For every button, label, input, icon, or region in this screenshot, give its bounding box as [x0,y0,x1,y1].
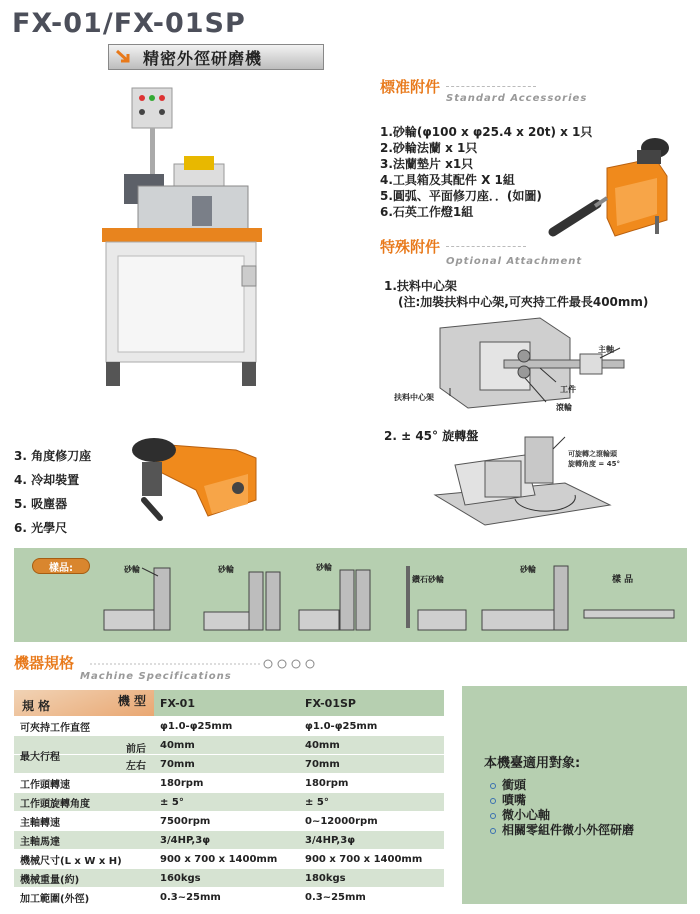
label-steady-rest: 扶料中心架 [394,393,434,402]
list-item: 5. 吸塵器 [14,497,68,511]
optional-title: 特殊附件 [380,238,441,256]
sample-label: 樣 品 [612,575,634,585]
rotary-note-2: 旋轉角度 = 45° [568,460,620,468]
list-item: 4. 冷却裝置 [14,473,80,487]
optional-subtitle-en: Optional Attachment [446,256,583,267]
table-row: 工作頭旋轉角度 ± 5° ± 5° [14,793,444,812]
bullet-icon [490,813,496,819]
table-row: 最大行程 前后 40mm 40mm [14,736,444,755]
optional-item-1-note: (注:加裝扶料中心架,可夾持工件最長400mm) [398,295,649,309]
sample-label: 砂輪 [218,565,234,574]
header-spec-label: 規 格 [22,699,51,713]
page-subtitle: 精密外徑研磨機 [143,48,263,68]
bullet-icon [490,783,496,789]
sample-label: 鑽石砂輪 [412,575,444,584]
table-header-row [14,690,444,717]
standard-title: 標准附件 [380,78,441,96]
header-model-label: 機 型 [117,694,146,708]
suitability-list [490,778,634,838]
table-row: 主軸轉速 7500rpm 0~12000rpm [14,812,444,831]
list-item: 衝頭 [490,778,634,793]
header-model-1: FX-01 [154,690,299,717]
list-item: 2.砂輪法蘭 x 1只 [380,141,478,155]
list-item: 6.石英工作燈1組 [380,205,474,219]
standard-divider [446,86,536,87]
list-item: 3.法蘭墊片 x1只 [380,157,474,171]
table-corner [14,690,154,716]
table-row: 主軸馬達 3/4HP,3φ 3/4HP,3φ [14,831,444,850]
optional-item-1 [384,278,648,310]
angle-dresser-photo [126,430,261,530]
rotary-table-diagram [425,425,615,535]
subtitle-bar [108,44,324,70]
steady-rest-diagram [420,308,650,418]
optional-divider [446,246,526,247]
specs-subtitle-en: Machine Specifications [80,671,232,682]
table-row: 加工範圍(外徑) 0.3~25mm 0.3~25mm [14,888,444,907]
table-row: 可夾持工作直徑 φ1.0-φ25mm φ1.0-φ25mm [14,717,444,736]
specs-table [14,690,444,907]
samples-tag: 樣品: [32,558,90,574]
specs-divider [90,658,320,670]
list-item: 6. 光學尺 [14,521,68,535]
bullet-icon [490,798,496,804]
list-item: 1.砂輪(φ100 x φ25.4 x 20t) x 1只 [380,125,593,139]
label-roller: 滾輪 [556,403,572,412]
label-workpiece: 工件 [560,385,576,394]
list-item: 相關零組件微小外徑研磨 [490,823,634,838]
label-spindle: 主軸 [598,345,614,354]
list-item: 5.圓弧、平面修刀座．．(如圖) [380,189,542,203]
sample-label: 砂輪 [520,565,536,574]
rotary-note-1: 可旋轉之滾輪頭 [568,450,617,458]
specs-title: 機器規格 [14,654,75,672]
table-row: 工作頭轉速 180rpm 180rpm [14,774,444,793]
list-item: 4.工具箱及其配件 X 1組 [380,173,515,187]
sample-label: 砂輪 [124,565,140,574]
table-row: 左右 70mm 70mm [14,755,444,774]
page-title: FX-01/FX-01SP [12,8,246,39]
header-model-2: FX-01SP [299,690,444,717]
extra-items-list [14,444,91,540]
machine-photo [92,86,262,396]
bullet-icon [490,828,496,834]
standard-subtitle-en: Standard Accessories [446,93,588,104]
dresser-photo [545,128,685,248]
table-row: 機械尺寸(L x W x H) 900 x 700 x 1400mm 900 x 700 x 1400mm [14,850,444,869]
list-item: 3. 角度修刀座 [14,449,92,463]
suitability-title: 本機臺適用對象: [484,756,581,771]
optional-item-1-label: 1.扶料中心架 [384,279,457,293]
table-row: 機械重量(約) 160kgs 180kgs [14,869,444,888]
list-item: 微小心軸 [490,808,634,823]
samples-diagram [14,548,687,642]
sample-label: 砂輪 [316,563,332,572]
arrow-down-right-icon [113,47,135,67]
list-item: 噴嘴 [490,793,634,808]
optional-item-2: 2. ± 45° 旋轉盤 [384,429,479,443]
